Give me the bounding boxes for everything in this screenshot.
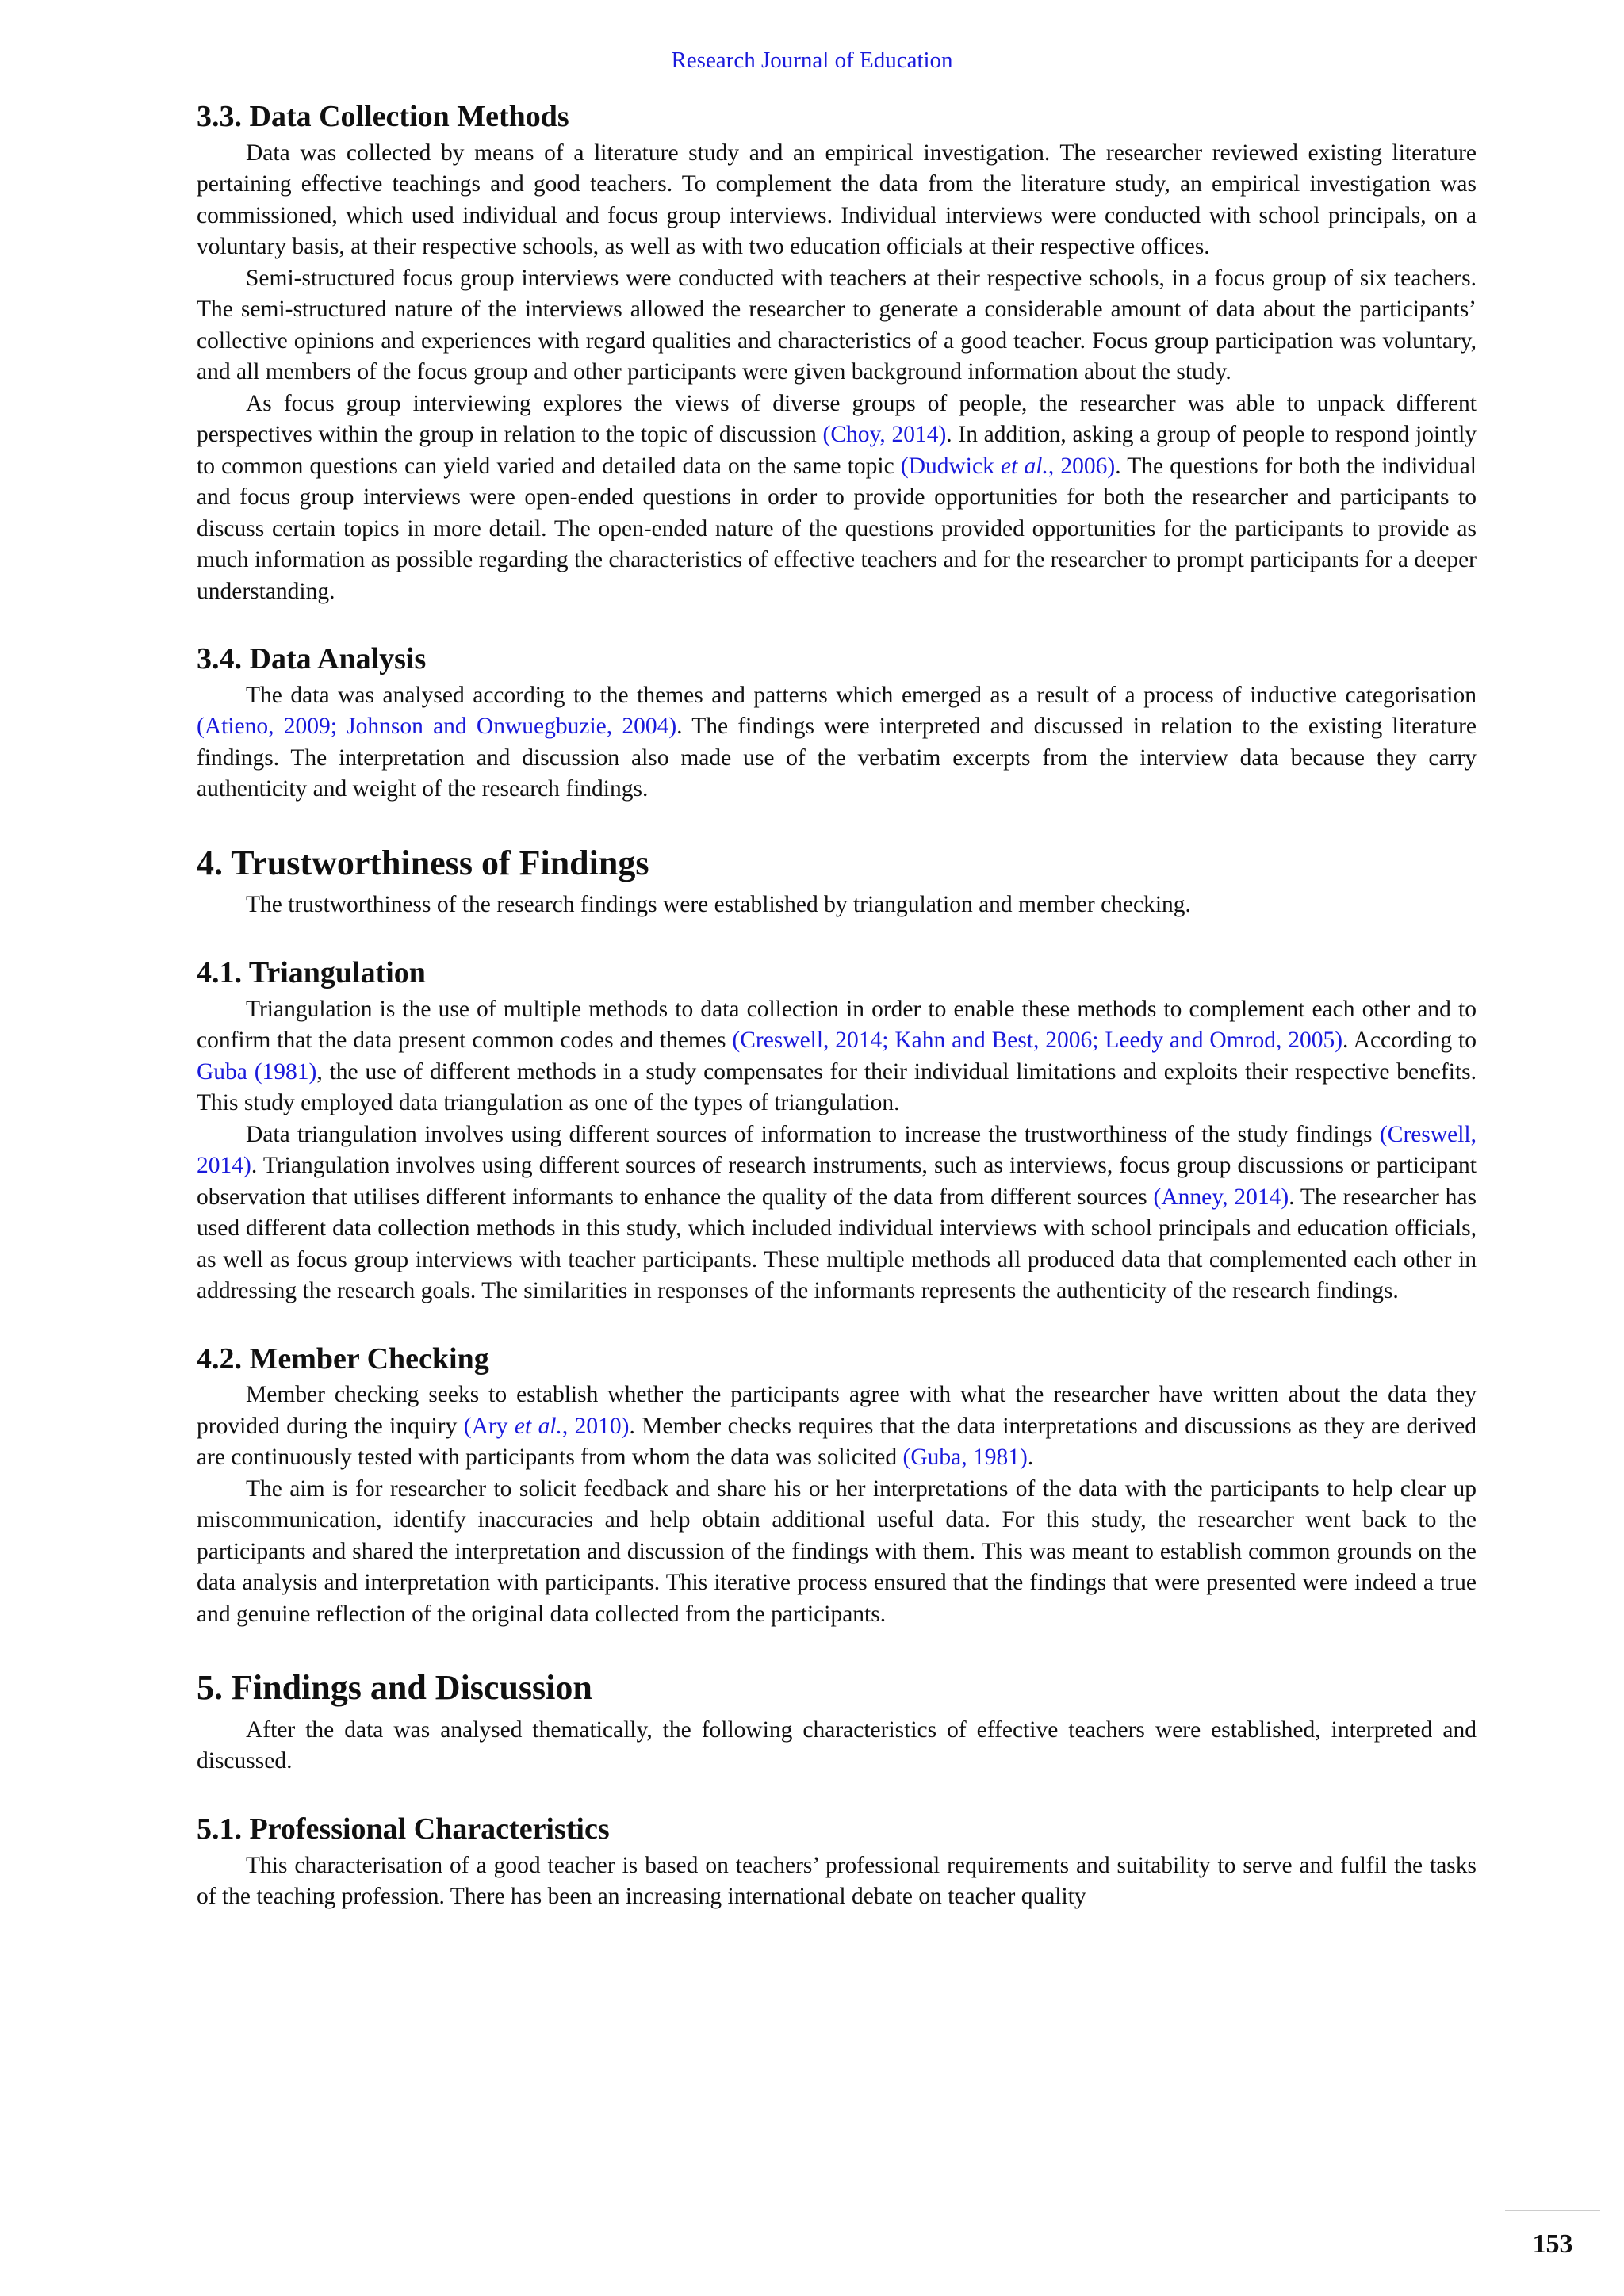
text-segment: , the use of different methods in a study compensates for their individual limitations and exploits their respective benefits. This study employed data triangulation as one of the types of triangulation.	[197, 1058, 1477, 1116]
citation-link[interactable]: Guba (1981)	[197, 1058, 317, 1085]
article-body	[197, 100, 1477, 1913]
text-segment: .	[1027, 1445, 1034, 1471]
text-segment: . In addition, asking a group of people to respond jointly to common questions can yield varied and detailed data on the same topic	[197, 422, 1477, 479]
paragraph-5-1-1: This characterisation of a good teacher is based on teachers’ professional requirements and suitability to serve and fulfil the tasks of the teaching profession. There has been an increasing international debate on teacher quality	[197, 1852, 1477, 1910]
citation-link[interactable]	[464, 1414, 630, 1439]
text-segment: . The researcher has used different data collection methods in this study, which included individual interviews with school principals and education officials, as well as focus group interviews with teacher participants. These multiple methods all produced data that complemented each other in addressing the research goals. The similarities in responses of the informants represents the authenticity of the research findings.	[197, 1184, 1477, 1304]
citation-part: (Dudwick	[900, 453, 994, 479]
paragraph-3-3-2: Semi-structured focus group interviews were conducted with teachers at their respective schools, in a focus group of six teachers. The semi-structured nature of the interviews allowed the researcher to generate a considerable amount of data about the participants’ collective opinions and experiences with regard qualities and characteristics of a good teacher. Focus group participation was voluntary, and all members of the focus group and other participants were given background information about the study.	[197, 265, 1477, 385]
paragraph-3-4-1	[197, 680, 1477, 806]
citation-part: et al.	[514, 1413, 562, 1439]
paragraph-3-3-1: Data was collected by means of a literature study and an empirical investigation. The researcher reviewed existing literature pertaining effective teachings and good teachers. To complement the data from the literature study, an empirical investigation was commissioned, which used individual and focus group interviews. Individual interviews were conducted with school principals, on a voluntary basis, at their respective schools, as well as with two education officials at their respective offices.	[197, 140, 1477, 260]
citation-part: et al.	[1001, 453, 1048, 479]
text-segment: . The findings were interpreted and discussed in relation to the existing literature findings. The interpretation and discussion also made use of the verbatim excerpts from the interview data because they carry authenticity and weight of the research findings.	[197, 714, 1477, 802]
citation-link[interactable]: (Choy, 2014)	[822, 422, 947, 448]
citation-part: , 2010)	[561, 1413, 630, 1439]
citation-part: , 2006)	[1048, 453, 1116, 479]
section-heading-5-1: 5.1. Professional Characteristics	[197, 1812, 610, 1846]
section-heading-5: 5. Findings and Discussion	[197, 1668, 592, 1708]
paragraph-4-1: The trustworthiness of the research findings were established by triangulation and member checking.	[246, 892, 1191, 918]
section-heading-4-2: 4.2. Member Checking	[197, 1341, 489, 1376]
running-head-journal-title: Research Journal of Education	[671, 48, 953, 73]
paragraph-4-1-1	[197, 994, 1477, 1119]
citation-link[interactable]: (Anney, 2014)	[1153, 1184, 1289, 1210]
text-segment: . Triangulation involves using different sources of research instruments, such as interviews, focus group discussions or participant observation that utilises different informants to enhance the quality of the data from different sources	[197, 1153, 1477, 1210]
text-segment: Triangulation is the use of multiple methods to data collection in order to enable these methods to complement each other and to confirm that the data present common codes and themes	[197, 996, 1477, 1054]
section-heading-4-1: 4.1. Triangulation	[197, 955, 426, 989]
section-heading-3-4: 3.4. Data Analysis	[197, 642, 427, 676]
text-segment: The data was analysed according to the themes and patterns which emerged as a result of a process of inductive categorisation	[246, 682, 1477, 708]
citation-link[interactable]: (Creswell, 2014; Kahn and Best, 2006; Leedy and Omrod, 2005)	[732, 1027, 1343, 1054]
section-heading-3-3: 3.3. Data Collection Methods	[197, 100, 569, 133]
section-heading-4: 4. Trustworthiness of Findings	[197, 843, 649, 882]
citation-link[interactable]: (Atieno, 2009; Johnson and Onwuegbuzie, 2004)	[197, 714, 677, 740]
text-segment: . According to	[1342, 1027, 1477, 1054]
text-segment: Data triangulation involves using different sources of information to increase the trustworthiness of the study findings	[246, 1121, 1373, 1147]
citation-link[interactable]: (Guba, 1981)	[902, 1445, 1028, 1471]
paragraph-5-1: After the data was analysed thematically, the following characteristics of effective teachers were established, interpreted and discussed.	[197, 1716, 1477, 1774]
text-segment: As focus group interviewing explores the views of diverse groups of people, the researcher was able to unpack different perspectives within the group in relation to the topic of discussion	[197, 390, 1477, 448]
text-segment: Member checking seeks to establish whether the participants agree with what the researcher have written about the data they provided during the inquiry	[197, 1382, 1477, 1439]
paragraph-4-2-2: The aim is for researcher to solicit feedback and share his or her interpretations of the data with the participants to help clear up miscommunication, identify inaccuracies and help obtain additional useful data. For this study, the researcher went back to the participants and shared the interpretation and discussion of the findings with them. This was meant to establish common grounds on the data analysis and interpretation with participants. This iterative process ensured that the findings that were presented were indeed a true and genuine reflection of the original data collected from the participants.	[197, 1475, 1477, 1627]
paragraph-3-3-3	[197, 388, 1477, 608]
footer-rule	[1505, 2210, 1600, 2211]
paragraph-4-2-1	[197, 1380, 1477, 1474]
citation-link[interactable]: (Creswell, 2014)	[197, 1121, 1477, 1179]
citation-link[interactable]	[901, 453, 1115, 479]
page-number: 153	[1532, 2229, 1573, 2259]
paragraph-4-1-2	[197, 1119, 1477, 1307]
citation-part: (Ary	[463, 1413, 508, 1439]
text-segment: . Member checks requires that the data interpretations and discussions as they are derived are continuously tested with participants from whom the data was solicited	[197, 1413, 1477, 1471]
text-segment: . The questions for both the individual and focus group interviews were open-ended questions in order to provide opportunities for both the researcher and participants to discuss certain topics in more detail. The open-ended nature of the questions provided opportunities for the participants to provide as much information as possible regarding the characteristics of effective teachers and for the researcher to prompt participants for a deeper understanding.	[197, 453, 1477, 604]
